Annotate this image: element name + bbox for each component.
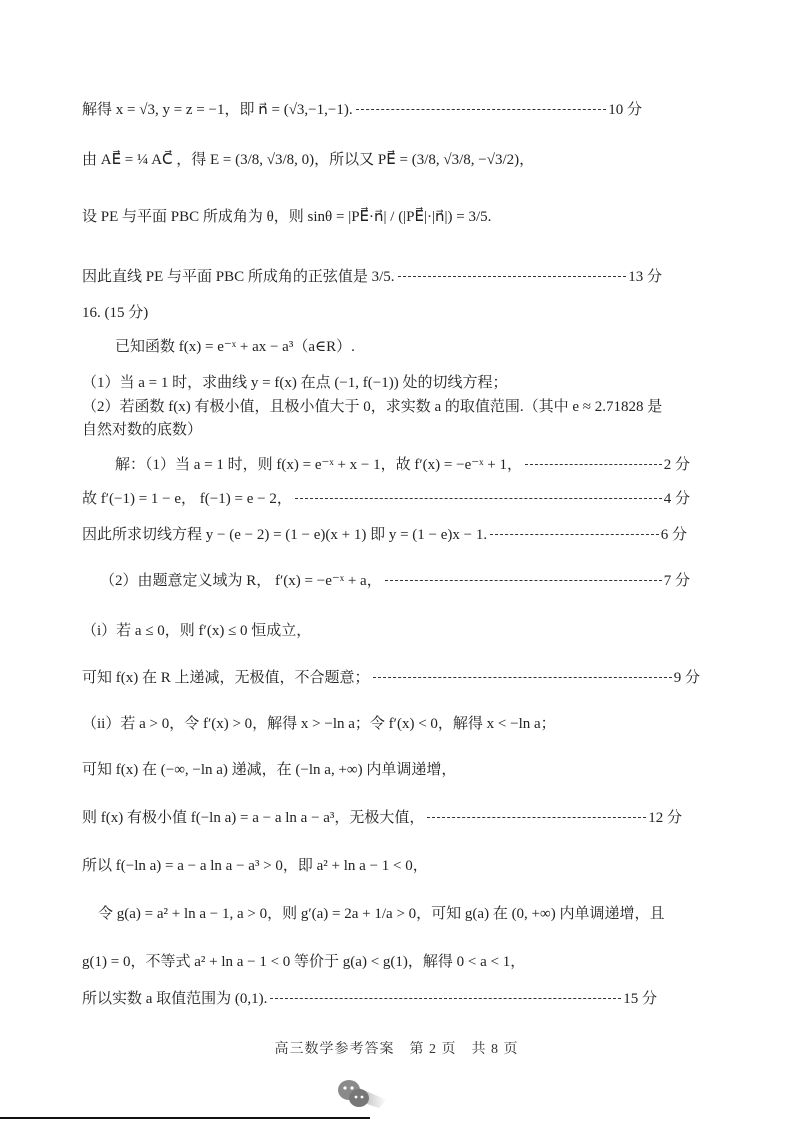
score: 2 分 (663, 456, 690, 473)
line-19 (82, 853, 428, 875)
line-12 (82, 522, 687, 544)
line-13 (100, 568, 690, 590)
line-11 (82, 486, 690, 508)
line-16 (82, 711, 556, 733)
score: 9 分 (673, 669, 700, 686)
line-text: 则 f(x) 有极小值 f(−ln a) = a − a ln a − a³，无极大值， (82, 809, 425, 826)
score: 7 分 (663, 572, 690, 589)
line-text: g(1) = 0，不等式 a² + ln a − 1 < 0 等价于 g(a) < g(1)，解得 0 < a < 1， (82, 953, 526, 970)
line-18 (82, 805, 682, 827)
line-text: （1）当 a = 1 时，求曲线 y = f(x) 在点 (−1, f(−1)) 处的切线方程； (82, 374, 508, 391)
line-text: 16. (15 分) (82, 304, 149, 321)
line-text: （2）若函数 f(x) 有极小值，且极小值大于 0，求实数 a 的取值范围.（其中 e ≈ 2.71828 是 (82, 398, 663, 415)
question-part-2-cont (82, 417, 202, 439)
line-10 (115, 452, 690, 474)
score-leader (490, 534, 659, 535)
line-22 (82, 986, 657, 1008)
line-text: （ii）若 a > 0，令 f′(x) > 0，解得 x > −ln a；令 f′(x) < 0，解得 x < −ln a； (82, 715, 556, 732)
score-leader (385, 580, 662, 581)
score-leader (270, 998, 621, 999)
line-text: 解得 x = √3, y = z = −1，即 n⃗ = (√3,−1,−1). (82, 101, 353, 118)
line-text: 可知 f(x) 在 (−∞, −ln a) 递减，在 (−ln a, +∞) 内单调递增， (82, 761, 457, 778)
line-text: 令 g(a) = a² + ln a − 1, a > 0，则 g′(a) = 2a + 1/a > 0，可知 g(a) 在 (0, +∞) 内单调递增，且 (98, 905, 665, 922)
line-text: （2）由题意定义域为 R， f′(x) = −e⁻ˣ + a， (100, 572, 382, 589)
line-20 (98, 901, 664, 923)
score-leader (373, 677, 672, 678)
wechat-icon (335, 1078, 395, 1110)
score: 12 分 (648, 809, 682, 826)
score: 13 分 (628, 268, 662, 285)
line-1 (82, 97, 642, 119)
line-text: 自然对数的底数） (82, 421, 203, 438)
line-text: 因此直线 PE 与平面 PBC 所成角的正弦值是 3/5. (82, 268, 395, 285)
line-text: 可知 f(x) 在 R 上递减，无极值，不合题意； (82, 669, 370, 686)
line-text: 因此所求切线方程 y − (e − 2) = (1 − e)(x + 1) 即 y = (1 − e)x − 1. (82, 526, 488, 543)
line-2 (82, 147, 534, 169)
line-text: 由 AE⃗ = ¼ AC⃗ ，得 E = (3/8, √3/8, 0)，所以又 PE⃗ = (3/8, √3/8, −√3/2)， (82, 151, 535, 168)
question-part-2 (82, 394, 662, 416)
line-text: 故 f′(−1) = 1 − e， f(−1) = e − 2， (82, 490, 292, 507)
score: 10 分 (608, 101, 642, 118)
score-leader (525, 464, 662, 465)
score-leader (295, 498, 662, 499)
question-part-1 (82, 370, 507, 392)
score-leader (398, 276, 627, 277)
line-4 (82, 264, 662, 286)
score: 15 分 (623, 990, 657, 1007)
question-stem (115, 334, 355, 356)
score-leader (356, 109, 607, 110)
score: 4 分 (663, 490, 690, 507)
line-text: 所以 f(−ln a) = a − a ln a − a³ > 0，即 a² + ln a − 1 < 0， (82, 857, 428, 874)
line-text: （i）若 a ≤ 0，则 f′(x) ≤ 0 恒成立， (82, 622, 312, 639)
line-text: 已知函数 f(x) = e⁻ˣ + ax − a³（a∈R）. (115, 338, 355, 355)
line-21 (82, 949, 525, 971)
line-3 (82, 204, 491, 226)
question-heading (82, 300, 148, 322)
line-text: 解：（1）当 a = 1 时，则 f(x) = e⁻ˣ + x − 1，故 f′(x) = −e⁻ˣ + 1， (115, 456, 522, 473)
line-17 (82, 757, 456, 779)
score-leader (427, 817, 646, 818)
line-text: 设 PE 与平面 PBC 所成角为 θ，则 sinθ = |PE⃗·n⃗| / (|PE⃗|·|n⃗|) = 3/5. (82, 208, 492, 225)
bottom-rule (0, 1117, 370, 1119)
score: 6 分 (660, 526, 687, 543)
line-15 (82, 665, 700, 687)
line-14 (82, 618, 311, 640)
page-footer: 高三数学参考答案 第 2 页 共 8 页 (274, 1042, 519, 1057)
line-text: 所以实数 a 取值范围为 (0,1). (82, 990, 268, 1007)
